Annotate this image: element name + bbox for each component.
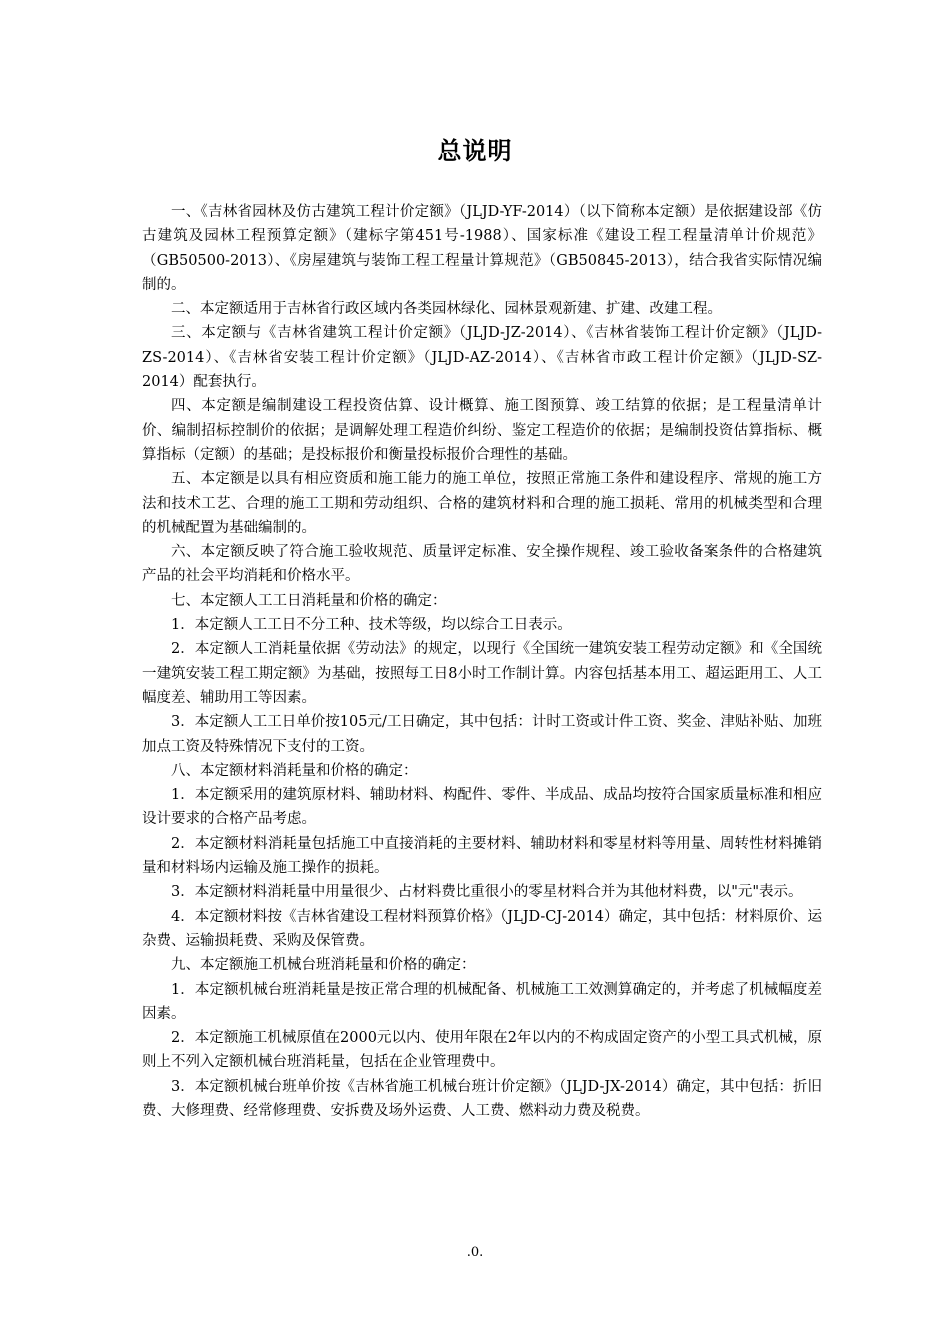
- paragraph-3: 三、本定额与《吉林省建筑工程计价定额》（JLJD-JZ-2014）、《吉林省装饰工程计价定额》（JLJD-ZS-2014）、《吉林省安装工程计价定额》（JLJD-AZ-2014）、《吉林省市政工程计价定额》（JLJD-SZ-2014）配套执行。: [142, 325, 822, 391]
- labor-item-1: 1．本定额人工工日不分工种、技术等级，均以综合工日表示。: [171, 617, 572, 634]
- labor-item-3: 3．本定额人工工日单价按105元/工日确定，其中包括：计时工资或计件工资、奖金、津贴补贴、加班加点工资及特殊情况下支付的工资。: [142, 714, 822, 755]
- materials-item-3: 3．本定额材料消耗量中用量很少、占材料费比重很小的零星材料合并为其他材料费，以"元"表示。: [171, 884, 803, 901]
- section-heading-materials: 八、本定额材料消耗量和价格的确定：: [171, 762, 418, 779]
- paragraph-5: 五、本定额是以具有相应资质和施工能力的施工单位，按照正常施工条件和建设程序、常规的施工方法和技术工艺、合理的施工工期和劳动组织、合格的建筑材料和合理的施工损耗、常用的机械类型和合理的机械配置为基础编制的。: [142, 471, 822, 536]
- page-number: .0.: [466, 1245, 484, 1260]
- paragraph-2: 二、本定额适用于吉林省行政区域内各类园林绿化、园林景观新建、扩建、改建工程。: [171, 301, 722, 318]
- machinery-item-1: 1．本定额机械台班消耗量是按正常合理的机械配备、机械施工工效测算确定的，并考虑了机械幅度差因素。: [142, 981, 822, 1022]
- machinery-item-2: 2．本定额施工机械原值在2000元以内、使用年限在2年以内的不构成固定资产的小型工具式机械，原则上不列入定额机械台班消耗量，包括在企业管理费中。: [142, 1030, 822, 1071]
- machinery-item-3: 3．本定额机械台班单价按《吉林省施工机械台班计价定额》（JLJD-JX-2014）确定，其中包括：折旧费、大修理费、经常修理费、安拆费及场外运费、人工费、燃料动力费及税费。: [142, 1078, 822, 1119]
- paragraph-1: 一、《吉林省园林及仿古建筑工程计价定额》（JLJD-YF-2014）（以下简称本定额）是依据建设部《仿古建筑及园林工程预算定额》（建标字第451号-1988）、国家标准《建设工程工程量清单计价规范》（GB50500-2013）、《房屋建筑与装饰工程工程量计算规范》（GB50845-2013），结合我省实际情况编制的。: [142, 204, 822, 293]
- materials-item-4: 4．本定额材料按《吉林省建设工程材料预算价格》（JLJD-CJ-2014）确定，其中包括：材料原价、运杂费、运输损耗费、采购及保管费。: [142, 908, 822, 949]
- section-heading-labor: 七、本定额人工工日消耗量和价格的确定：: [171, 592, 447, 609]
- labor-item-2: 2．本定额人工消耗量依据《劳动法》的规定，以现行《全国统一建筑安装工程劳动定额》和《全国统一建筑安装工程工期定额》为基础，按照每工日8小时工作制计算。内容包括基本用工、超运距用工、人工幅度差、辅助用工等因素。: [142, 641, 822, 706]
- paragraph-6: 六、本定额反映了符合施工验收规范、质量评定标准、安全操作规程、竣工验收备案条件的合格建筑产品的社会平均消耗和价格水平。: [142, 544, 822, 585]
- section-heading-machinery: 九、本定额施工机械台班消耗量和价格的确定：: [171, 957, 476, 974]
- page-title: 总说明: [437, 137, 513, 165]
- materials-item-1: 1．本定额采用的建筑原材料、辅助材料、构配件、零件、半成品、成品均按符合国家质量标准和相应设计要求的合格产品考虑。: [142, 787, 822, 828]
- paragraph-4: 四、本定额是编制建设工程投资估算、设计概算、施工图预算、竣工结算的依据；是工程量清单计价、编制招标控制价的依据；是调解处理工程造价纠纷、鉴定工程造价的依据；是编制投资估算指标、概算指标（定额）的基础；是投标报价和衡量投标报价合理性的基础。: [142, 398, 822, 463]
- document-body: [142, 200, 822, 1123]
- materials-item-2: 2．本定额材料消耗量包括施工中直接消耗的主要材料、辅助材料和零星材料等用量、周转性材料摊销量和材料场内运输及施工操作的损耗。: [142, 835, 822, 877]
